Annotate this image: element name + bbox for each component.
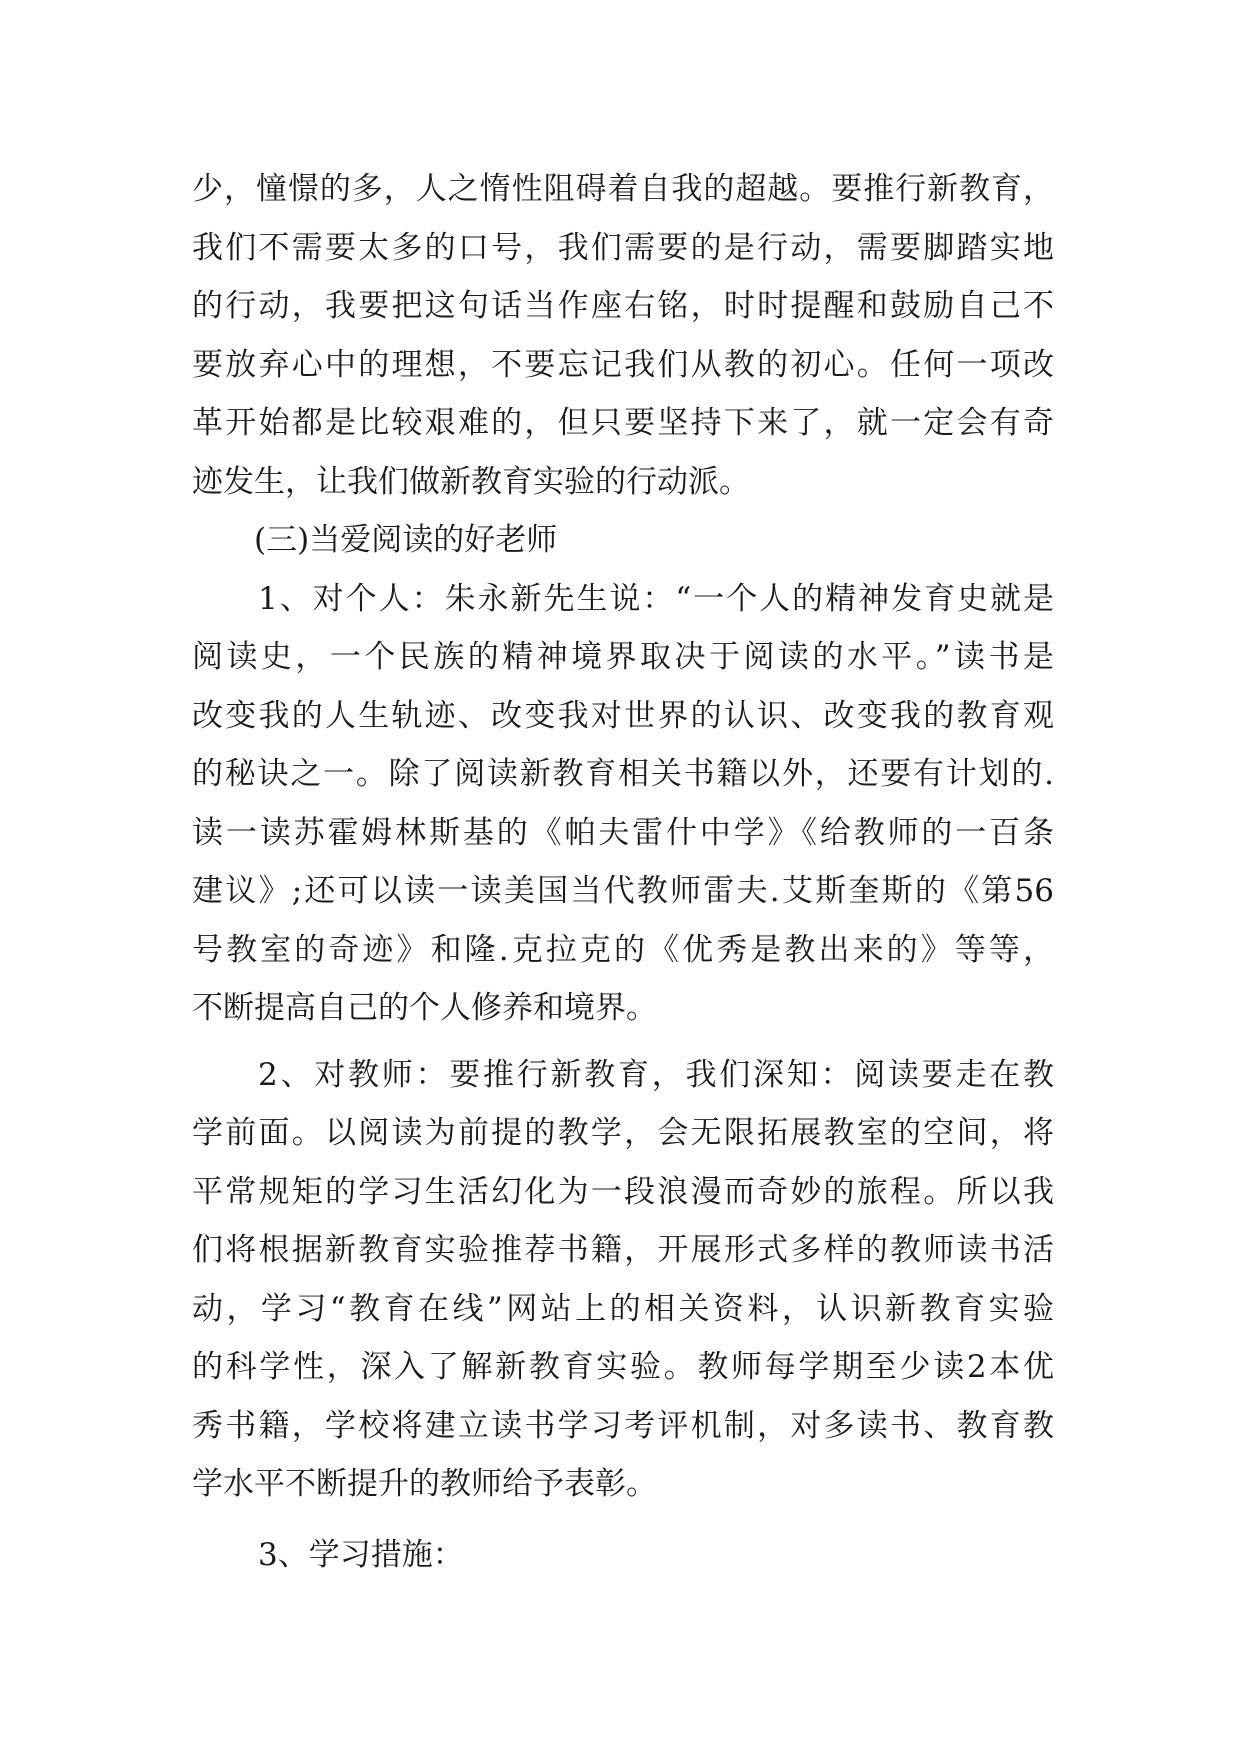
text-line: 的行动，我要把这句话当作座右铭，时时提醒和鼓励自己不 [192, 288, 1054, 324]
text-line: 革开始都是比较艰难的，但只要坚持下来了，就一定会有奇 [192, 405, 1054, 441]
text-line: 我们不需要太多的口号，我们需要的是行动，需要脚踏实地 [192, 229, 1054, 266]
text-line: 动，学习“教育在线”网站上的相关资料，认识新教育实验 [192, 1290, 1054, 1327]
text-line: 读一读苏霍姆林斯基的《帕夫雷什中学》《给教师的一百条 [192, 814, 1054, 851]
text-line: 的秘诀之一。除了阅读新教育相关书籍以外，还要有计划的. [192, 756, 1054, 792]
text-line: 1、对个人：朱永新先生说：“一个人的精神发育史就是 [258, 580, 1054, 617]
text-line: 改变我的人生轨迹、改变我对世界的认识、改变我的教育观 [192, 697, 1054, 734]
paragraph-personal [192, 570, 1054, 1038]
text-line: 们将根据新教育实验推荐书籍，开展形式多样的教师读书活 [192, 1232, 1054, 1268]
paragraph-teachers [192, 1046, 1054, 1514]
heading-text: (三)当爱阅读的好老师 [254, 522, 558, 558]
text-line: 迹发生，让我们做新教育实验的行动派。 [192, 463, 750, 500]
document-body [192, 160, 1054, 1584]
text-line: 不断提高自己的个人修养和境界。 [192, 990, 657, 1026]
text-line: 2、对教师：要推行新教育，我们深知：阅读要走在教 [258, 1056, 1054, 1093]
paragraph-measures [192, 1526, 1054, 1585]
text-line: 学前面。以阅读为前提的教学，会无限拓展教室的空间，将 [192, 1115, 1054, 1151]
text-line: 少，憧憬的多，人之惰性阻碍着自我的超越。要推行新教育， [192, 171, 1054, 207]
text-line: 平常规矩的学习生活幻化为一段浪漫而奇妙的旅程。所以我 [192, 1173, 1054, 1210]
text-line: 3、学习措施： [258, 1536, 464, 1573]
text-line: 阅读史，一个民族的精神境界取决于阅读的水平。”读书是 [192, 639, 1054, 675]
text-line: 要放弃心中的理想，不要忘记我们从教的初心。任何一项改 [192, 346, 1054, 383]
text-line: 号教室的奇迹》和隆.克拉克的《优秀是教出来的》等等， [192, 931, 1054, 968]
text-line: 建议》;还可以读一读美国当代教师雷夫.艾斯奎斯的《第56 [192, 873, 1054, 909]
section-heading [192, 511, 1054, 570]
text-line: 的科学性，深入了解新教育实验。教师每学期至少读2本优 [192, 1349, 1054, 1385]
text-line: 学水平不断提升的教师给予表彰。 [192, 1466, 657, 1502]
paragraph-continuation [192, 160, 1054, 511]
text-line: 秀书籍，学校将建立读书学习考评机制，对多读书、教育教 [192, 1407, 1054, 1444]
